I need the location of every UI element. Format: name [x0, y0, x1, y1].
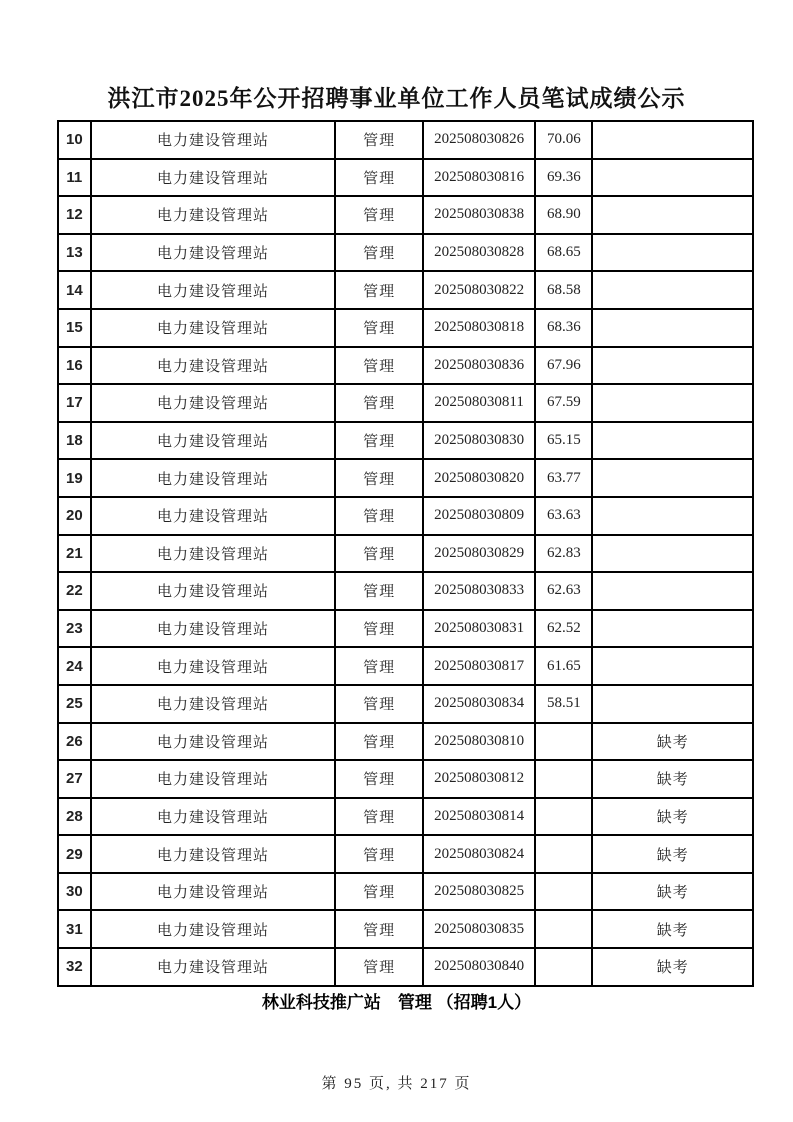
remark-cell: [592, 121, 753, 159]
exam-id-cell: 202508030840: [423, 948, 536, 986]
row-number-cell: 28: [58, 798, 91, 836]
exam-id-cell: 202508030833: [423, 572, 536, 610]
score-cell: [535, 948, 592, 986]
score-cell: 62.83: [535, 535, 592, 573]
table-row: [58, 948, 753, 986]
position-cell: 管理: [335, 271, 423, 309]
score-cell: 63.63: [535, 497, 592, 535]
unit-cell: 电力建设管理站: [91, 723, 336, 761]
exam-id-cell: 202508030825: [423, 873, 536, 911]
position-cell: 管理: [335, 535, 423, 573]
score-table: [57, 120, 754, 987]
row-number-cell: 23: [58, 610, 91, 648]
unit-cell: 电力建设管理站: [91, 196, 336, 234]
position-cell: 管理: [335, 572, 423, 610]
score-cell: [535, 910, 592, 948]
row-number-cell: 11: [58, 159, 91, 197]
remark-cell: [592, 572, 753, 610]
remark-cell: [592, 384, 753, 422]
row-number-cell: 18: [58, 422, 91, 460]
table-row: [58, 835, 753, 873]
unit-cell: 电力建设管理站: [91, 798, 336, 836]
position-cell: 管理: [335, 873, 423, 911]
position-cell: 管理: [335, 459, 423, 497]
row-number-cell: 16: [58, 347, 91, 385]
position-cell: 管理: [335, 121, 423, 159]
table-row: [58, 271, 753, 309]
unit-cell: 电力建设管理站: [91, 610, 336, 648]
table-row: [58, 384, 753, 422]
unit-cell: 电力建设管理站: [91, 121, 336, 159]
table-row: [58, 347, 753, 385]
table-row: [58, 610, 753, 648]
table-row: [58, 760, 753, 798]
unit-cell: 电力建设管理站: [91, 910, 336, 948]
row-number-cell: 17: [58, 384, 91, 422]
exam-id-cell: 202508030816: [423, 159, 536, 197]
score-cell: 68.58: [535, 271, 592, 309]
remark-cell: 缺考: [592, 910, 753, 948]
table-row: [58, 121, 753, 159]
score-cell: [535, 873, 592, 911]
row-number-cell: 25: [58, 685, 91, 723]
score-cell: 62.63: [535, 572, 592, 610]
exam-id-cell: 202508030824: [423, 835, 536, 873]
table-row: [58, 910, 753, 948]
remark-cell: [592, 234, 753, 272]
position-cell: 管理: [335, 196, 423, 234]
remark-cell: 缺考: [592, 760, 753, 798]
remark-cell: 缺考: [592, 835, 753, 873]
position-cell: 管理: [335, 948, 423, 986]
unit-cell: 电力建设管理站: [91, 422, 336, 460]
remark-cell: [592, 610, 753, 648]
exam-id-cell: 202508030831: [423, 610, 536, 648]
exam-id-cell: 202508030829: [423, 535, 536, 573]
exam-id-cell: 202508030809: [423, 497, 536, 535]
position-cell: 管理: [335, 760, 423, 798]
remark-cell: [592, 271, 753, 309]
remark-cell: [592, 159, 753, 197]
position-cell: 管理: [335, 647, 423, 685]
remark-cell: [592, 459, 753, 497]
exam-id-cell: 202508030838: [423, 196, 536, 234]
remark-cell: [592, 422, 753, 460]
position-cell: 管理: [335, 422, 423, 460]
table-row: [58, 234, 753, 272]
score-cell: 68.90: [535, 196, 592, 234]
score-cell: 62.52: [535, 610, 592, 648]
unit-cell: 电力建设管理站: [91, 835, 336, 873]
remark-cell: [592, 685, 753, 723]
row-number-cell: 31: [58, 910, 91, 948]
position-cell: 管理: [335, 610, 423, 648]
score-table-body: [58, 121, 753, 986]
unit-cell: 电力建设管理站: [91, 234, 336, 272]
position-cell: 管理: [335, 497, 423, 535]
exam-id-cell: 202508030826: [423, 121, 536, 159]
table-row: [58, 723, 753, 761]
row-number-cell: 32: [58, 948, 91, 986]
table-row: [58, 572, 753, 610]
unit-cell: 电力建设管理站: [91, 535, 336, 573]
position-cell: 管理: [335, 347, 423, 385]
row-number-cell: 21: [58, 535, 91, 573]
remark-cell: 缺考: [592, 723, 753, 761]
position-cell: 管理: [335, 910, 423, 948]
table-row: [58, 497, 753, 535]
score-cell: 67.59: [535, 384, 592, 422]
exam-id-cell: 202508030828: [423, 234, 536, 272]
unit-cell: 电力建设管理站: [91, 948, 336, 986]
remark-cell: [592, 535, 753, 573]
exam-id-cell: 202508030822: [423, 271, 536, 309]
score-cell: 68.65: [535, 234, 592, 272]
unit-cell: 电力建设管理站: [91, 685, 336, 723]
section-heading: 林业科技推广站 管理 （招聘1人）: [261, 993, 532, 1012]
row-number-cell: 24: [58, 647, 91, 685]
score-cell: 68.36: [535, 309, 592, 347]
position-cell: 管理: [335, 835, 423, 873]
remark-cell: [592, 196, 753, 234]
page-title: 洪江市2025年公开招聘事业单位工作人员笔试成绩公示: [107, 86, 686, 111]
table-row: [58, 647, 753, 685]
unit-cell: 电力建设管理站: [91, 497, 336, 535]
table-row: [58, 873, 753, 911]
row-number-cell: 13: [58, 234, 91, 272]
score-cell: [535, 835, 592, 873]
table-row: [58, 535, 753, 573]
position-cell: 管理: [335, 234, 423, 272]
exam-id-cell: 202508030810: [423, 723, 536, 761]
row-number-cell: 12: [58, 196, 91, 234]
row-number-cell: 22: [58, 572, 91, 610]
exam-id-cell: 202508030811: [423, 384, 536, 422]
unit-cell: 电力建设管理站: [91, 572, 336, 610]
unit-cell: 电力建设管理站: [91, 459, 336, 497]
table-row: [58, 422, 753, 460]
position-cell: 管理: [335, 723, 423, 761]
exam-id-cell: 202508030814: [423, 798, 536, 836]
row-number-cell: 10: [58, 121, 91, 159]
score-cell: [535, 760, 592, 798]
exam-id-cell: 202508030812: [423, 760, 536, 798]
table-row: [58, 196, 753, 234]
table-row: [58, 798, 753, 836]
score-cell: 70.06: [535, 121, 592, 159]
position-cell: 管理: [335, 798, 423, 836]
unit-cell: 电力建设管理站: [91, 309, 336, 347]
unit-cell: 电力建设管理站: [91, 873, 336, 911]
row-number-cell: 26: [58, 723, 91, 761]
unit-cell: 电力建设管理站: [91, 384, 336, 422]
table-row: [58, 459, 753, 497]
row-number-cell: 20: [58, 497, 91, 535]
remark-cell: 缺考: [592, 798, 753, 836]
position-cell: 管理: [335, 685, 423, 723]
row-number-cell: 19: [58, 459, 91, 497]
remark-cell: [592, 347, 753, 385]
score-cell: 63.77: [535, 459, 592, 497]
row-number-cell: 15: [58, 309, 91, 347]
exam-id-cell: 202508030830: [423, 422, 536, 460]
remark-cell: 缺考: [592, 948, 753, 986]
score-cell: 69.36: [535, 159, 592, 197]
unit-cell: 电力建设管理站: [91, 347, 336, 385]
page-number: 第 95 页, 共 217 页: [321, 1076, 472, 1092]
row-number-cell: 29: [58, 835, 91, 873]
position-cell: 管理: [335, 159, 423, 197]
position-cell: 管理: [335, 384, 423, 422]
table-row: [58, 159, 753, 197]
exam-id-cell: 202508030834: [423, 685, 536, 723]
row-number-cell: 27: [58, 760, 91, 798]
row-number-cell: 30: [58, 873, 91, 911]
score-cell: [535, 723, 592, 761]
exam-id-cell: 202508030817: [423, 647, 536, 685]
score-cell: [535, 798, 592, 836]
remark-cell: [592, 309, 753, 347]
remark-cell: [592, 497, 753, 535]
remark-cell: [592, 647, 753, 685]
exam-id-cell: 202508030818: [423, 309, 536, 347]
position-cell: 管理: [335, 309, 423, 347]
remark-cell: 缺考: [592, 873, 753, 911]
exam-id-cell: 202508030835: [423, 910, 536, 948]
score-cell: 58.51: [535, 685, 592, 723]
score-cell: 67.96: [535, 347, 592, 385]
row-number-cell: 14: [58, 271, 91, 309]
table-row: [58, 309, 753, 347]
exam-id-cell: 202508030836: [423, 347, 536, 385]
unit-cell: 电力建设管理站: [91, 760, 336, 798]
score-cell: 61.65: [535, 647, 592, 685]
exam-id-cell: 202508030820: [423, 459, 536, 497]
unit-cell: 电力建设管理站: [91, 271, 336, 309]
score-cell: 65.15: [535, 422, 592, 460]
unit-cell: 电力建设管理站: [91, 647, 336, 685]
table-row: [58, 685, 753, 723]
unit-cell: 电力建设管理站: [91, 159, 336, 197]
